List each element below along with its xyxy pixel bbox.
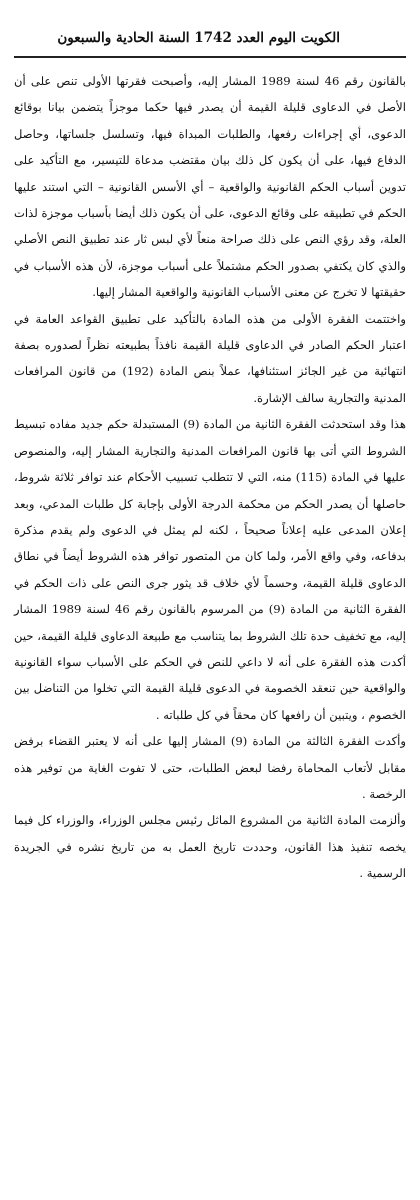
paragraph-1: بالقانون رقم 46 لسنة 1989 المشار إليه، وأصبحت فقرتها الأولى تنص على أن الأصل في الدعاوى قليلة القيمة أن يصدر فيها حكما موجزاً يتضمن بيانا بوقائع الدعوى، أي إجراءات رفعها، والطلبات المبداة فيها، وتسلسل جلساتها، وحاصل الدفاع فيها، على أن يكون كل ذلك بيان مقتضب مدعاة للتيسير، مع التأكيد على تدوين أسباب الحكم القانونية والواقعية – أي الأسس القانونية – التي استند عليها الحكم في تطبيقه على وقائع الدعوى، على أن يكون ذلك أيضا بأسباب موجزة لذات العلة، وقد رؤي النص على ذلك صراحة منعاً لأي لبس ثار عند تطبيق النص الأصلي والذي كان يكتفي بصدور الحكم مشتملاً على أسباب موجزة، لأن هذه الأسباب في حقيقتها لا تخرج عن معنى الأسباب القانونية والواقعية المشار إليها. <box>14 74 406 300</box>
document-body <box>14 68 406 887</box>
page-header <box>14 0 406 58</box>
paragraph-2: واختتمت الفقرة الأولى من هذه المادة بالتأكيد على تطبيق القواعد العامة في اعتبار الحكم الصادر في الدعاوى قليلة القيمة نافذاً بطبيعته نظراً لصدوره بصفة انتهائية من غير الجائز استئنافها، عملاً بنص المادة (192) من قانون المرافعات المدنية والتجارية سالف الإشارة. <box>14 311 406 405</box>
paragraph-3: هذا وقد استحدثت الفقرة الثانية من المادة (9) المستبدلة حكم جديد مفاده تبسيط الشروط التي أتى بها قانون المرافعات المدنية والتجارية المشار إليه، والمنصوص عليها في المادة (115) منه، التي لا تتطلب تسبيب الأحكام عند توافر ثلاثة شروط، حاصلها أن يصدر الحكم من محكمة الدرجة الأولى بإجابة كل طلبات المدعي، وبعد إعلان المدعى عليه إعلاناً صحيحاً ، لكنه لم يمثل في الدعوى ولم يقدم مذكرة بدفاعه، وفي واقع الأمر، ولما كان من المتصور توافر هذه الشروط أيضاً في نطاق الدعاوى قليلة القيمة، وحسماً لأي خلاف قد يثور جرى النص على ذات الحكم في الفقرة الثانية من المادة (9) من المرسوم بالقانون رقم 46 لسنة 1989 المشار إليه، مع تخفيف حدة تلك الشروط بما يتناسب مع طبيعة الدعاوى قليلة القيمة، حين أكدت هذه الفقرة على أنه لا داعي للنص في الحكم على الأسباب سواء القانونية والواقعية حين تنعقد الخصومة في الدعوى قليلة القيمة التي تخلوا من التناضل بين الخصوم ، ويتبين أن رافعها كان محقاً في كل طلباته . <box>14 417 406 722</box>
paragraph-5: وألزمت المادة الثانية من المشروع الماثل رئيس مجلس الوزراء، والوزراء كل فيما يخصه تنفيذ هذا القانون، وحددت تاريخ العمل به من تاريخ نشره في الجريدة الرسمية . <box>14 813 406 881</box>
paragraph-4: وأكدت الفقرة الثالثة من المادة (9) المشار إليها على أنه لا يعتبر القضاء برفض مقابل لأتعاب المحاماة رفضا لبعض الطلبات، حتى لا تفوت الغاية من توفير هذه الرخصة . <box>14 734 407 801</box>
gazette-header-title: الكويت اليوم العدد 1742 السنة الحادية والسبعون <box>57 30 340 46</box>
